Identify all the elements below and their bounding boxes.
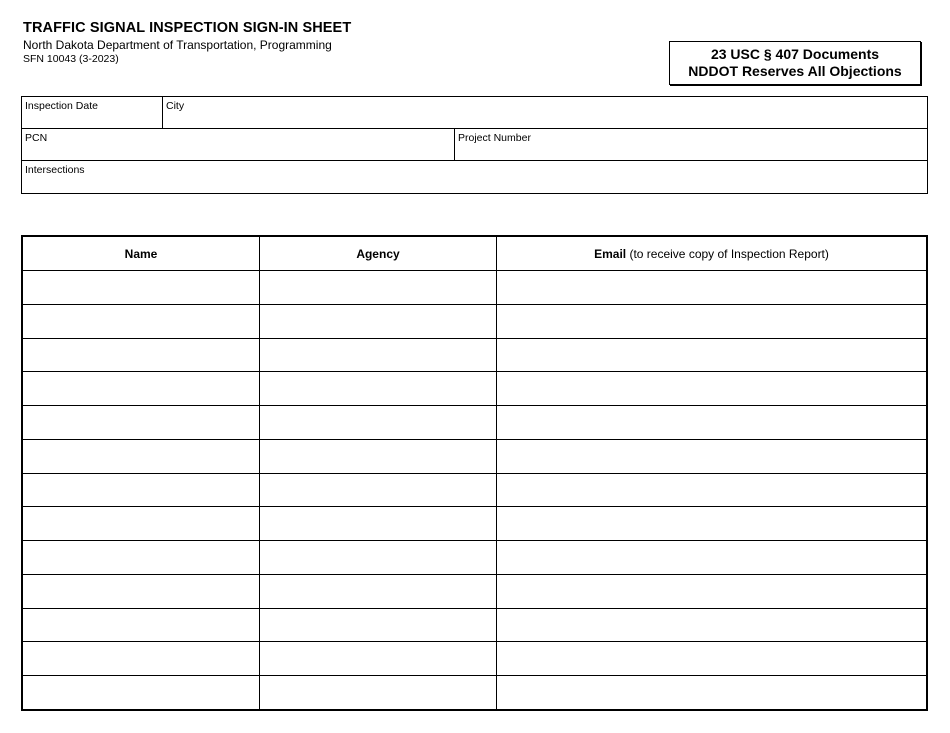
table-row (23, 642, 927, 676)
name-cell[interactable] (23, 507, 260, 541)
pcn-field[interactable] (22, 129, 454, 160)
pcn-label: PCN (25, 132, 48, 144)
name-cell[interactable] (23, 439, 260, 473)
name-cell[interactable] (23, 406, 260, 440)
city-field[interactable] (162, 97, 927, 128)
department-line: North Dakota Department of Transportation, Programming (23, 38, 332, 52)
name-cell[interactable] (23, 676, 260, 710)
email-cell[interactable] (497, 541, 927, 575)
email-cell[interactable] (497, 608, 927, 642)
agency-cell[interactable] (260, 473, 497, 507)
name-cell[interactable] (23, 304, 260, 338)
email-header-note: (to receive copy of Inspection Report) (626, 246, 829, 261)
email-cell[interactable] (497, 304, 927, 338)
table-row (23, 338, 927, 372)
form-number: SFN 10043 (3-2023) (23, 53, 119, 65)
name-column-header: Name (23, 237, 260, 271)
email-cell[interactable] (497, 473, 927, 507)
name-cell[interactable] (23, 372, 260, 406)
email-cell[interactable] (497, 406, 927, 440)
table-row (23, 574, 927, 608)
name-cell[interactable] (23, 271, 260, 305)
agency-cell[interactable] (260, 304, 497, 338)
info-row-date-city (22, 97, 927, 129)
signin-header-row (23, 237, 927, 271)
table-row (23, 473, 927, 507)
agency-cell[interactable] (260, 676, 497, 710)
agency-column-header: Agency (260, 237, 497, 271)
email-cell[interactable] (497, 507, 927, 541)
agency-cell[interactable] (260, 574, 497, 608)
agency-cell[interactable] (260, 608, 497, 642)
intersections-label: Intersections (25, 164, 85, 176)
signin-table (21, 235, 928, 711)
project-number-label: Project Number (458, 132, 531, 144)
name-cell[interactable] (23, 338, 260, 372)
agency-cell[interactable] (260, 642, 497, 676)
agency-cell[interactable] (260, 271, 497, 305)
legal-notice-line-1: 23 USC § 407 Documents (710, 46, 880, 62)
city-label: City (166, 100, 185, 112)
legal-notice-line-2: NDDOT Reserves All Objections (688, 63, 902, 79)
inspection-date-field[interactable] (22, 97, 162, 128)
agency-cell[interactable] (260, 439, 497, 473)
agency-cell[interactable] (260, 372, 497, 406)
agency-cell[interactable] (260, 406, 497, 440)
table-row (23, 507, 927, 541)
table-row (23, 271, 927, 305)
intersections-field[interactable] (22, 161, 927, 193)
name-cell[interactable] (23, 541, 260, 575)
table-row (23, 676, 927, 710)
agency-cell[interactable] (260, 338, 497, 372)
inspection-date-label: Inspection Date (25, 100, 98, 112)
name-cell[interactable] (23, 473, 260, 507)
table-row (23, 406, 927, 440)
table-row (23, 439, 927, 473)
email-cell[interactable] (497, 574, 927, 608)
email-cell[interactable] (497, 439, 927, 473)
email-cell[interactable] (497, 642, 927, 676)
info-row-intersections (22, 161, 927, 193)
email-cell[interactable] (497, 338, 927, 372)
table-row (23, 608, 927, 642)
email-cell[interactable] (497, 271, 927, 305)
name-cell[interactable] (23, 574, 260, 608)
email-cell[interactable] (497, 676, 927, 710)
project-number-field[interactable] (454, 129, 927, 160)
legal-notice-box (669, 41, 921, 85)
name-cell[interactable] (23, 608, 260, 642)
email-cell[interactable] (497, 372, 927, 406)
agency-cell[interactable] (260, 507, 497, 541)
table-row (23, 304, 927, 338)
form-title: TRAFFIC SIGNAL INSPECTION SIGN-IN SHEET (23, 20, 352, 36)
agency-cell[interactable] (260, 541, 497, 575)
inspection-info-table (21, 96, 928, 194)
email-header-bold: Email (594, 246, 627, 261)
name-cell[interactable] (23, 642, 260, 676)
table-row (23, 372, 927, 406)
info-row-pcn-project (22, 129, 927, 161)
email-column-header (497, 237, 927, 271)
table-row (23, 541, 927, 575)
